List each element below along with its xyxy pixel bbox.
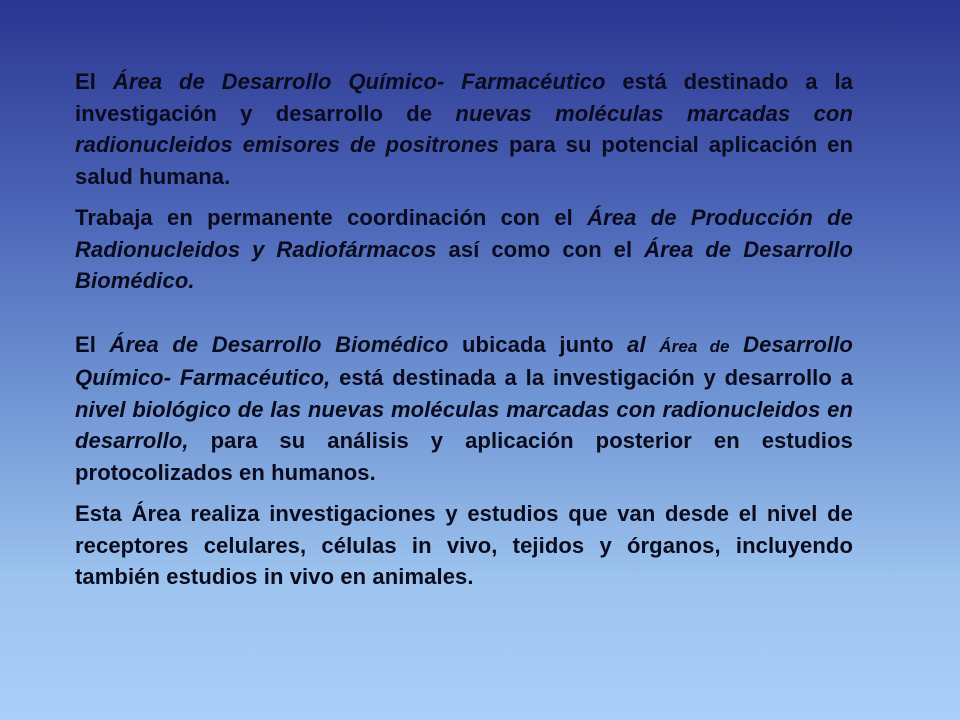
p2-italic-produccion: Área de Producción de Radionucleidos y Radiofármacos [75, 205, 853, 262]
p1-text-2: está destinado a la investigación y desarrollo de [75, 69, 853, 126]
paragraph-quimico-farmaceutico [75, 66, 853, 192]
p3-text-2: ubicada junto [448, 331, 628, 357]
p3-text-4: para su análisis y aplicación posterior en estudios protocolizados en humanos. [75, 428, 853, 485]
p3-italic-nivel-biologico: nivel biológico de las nuevas moléculas marcadas con radionucleidos en desarrollo, [75, 396, 853, 453]
p1-text-3: para su potencial aplicación en salud humana. [75, 132, 854, 189]
paragraph-biomedico [75, 329, 853, 489]
p3-italic-al: al [627, 331, 646, 357]
p3-italic-quimico: Desarrollo Químico- Farmacéutico, [75, 331, 853, 390]
p2-text-2: así como con el [436, 236, 645, 262]
slide-content [75, 66, 853, 593]
p2-italic-biomedico: Área de Desarrollo Biomédico. [75, 236, 854, 293]
p3-italic-area-name: Área de Desarrollo Biomédico [109, 331, 449, 357]
p3-text-1: El [75, 331, 110, 357]
paragraph-coordinacion [75, 202, 853, 297]
p1-italic-area-name: Área de Desarrollo Químico- Farmacéutico [112, 69, 606, 94]
p1-italic-molecules: nuevas moléculas marcadas con radionucleidos emisores de positrones [75, 100, 853, 157]
p3-italic-small-area-de: Área de [659, 336, 730, 356]
paragraph-investigaciones [75, 498, 853, 593]
p3-text-3: está destinada a la investigación y desarrollo a [330, 365, 853, 390]
p1-text-1: El [75, 69, 113, 94]
p2-text-1: Trabaja en permanente coordinación con el [75, 205, 588, 230]
p4-text-1: Esta Área realiza investigaciones y estudios que van desde el nivel de receptores celulares, células in vivo, tejidos y órganos, incluyendo también estudios in vivo en animales. [75, 501, 853, 589]
